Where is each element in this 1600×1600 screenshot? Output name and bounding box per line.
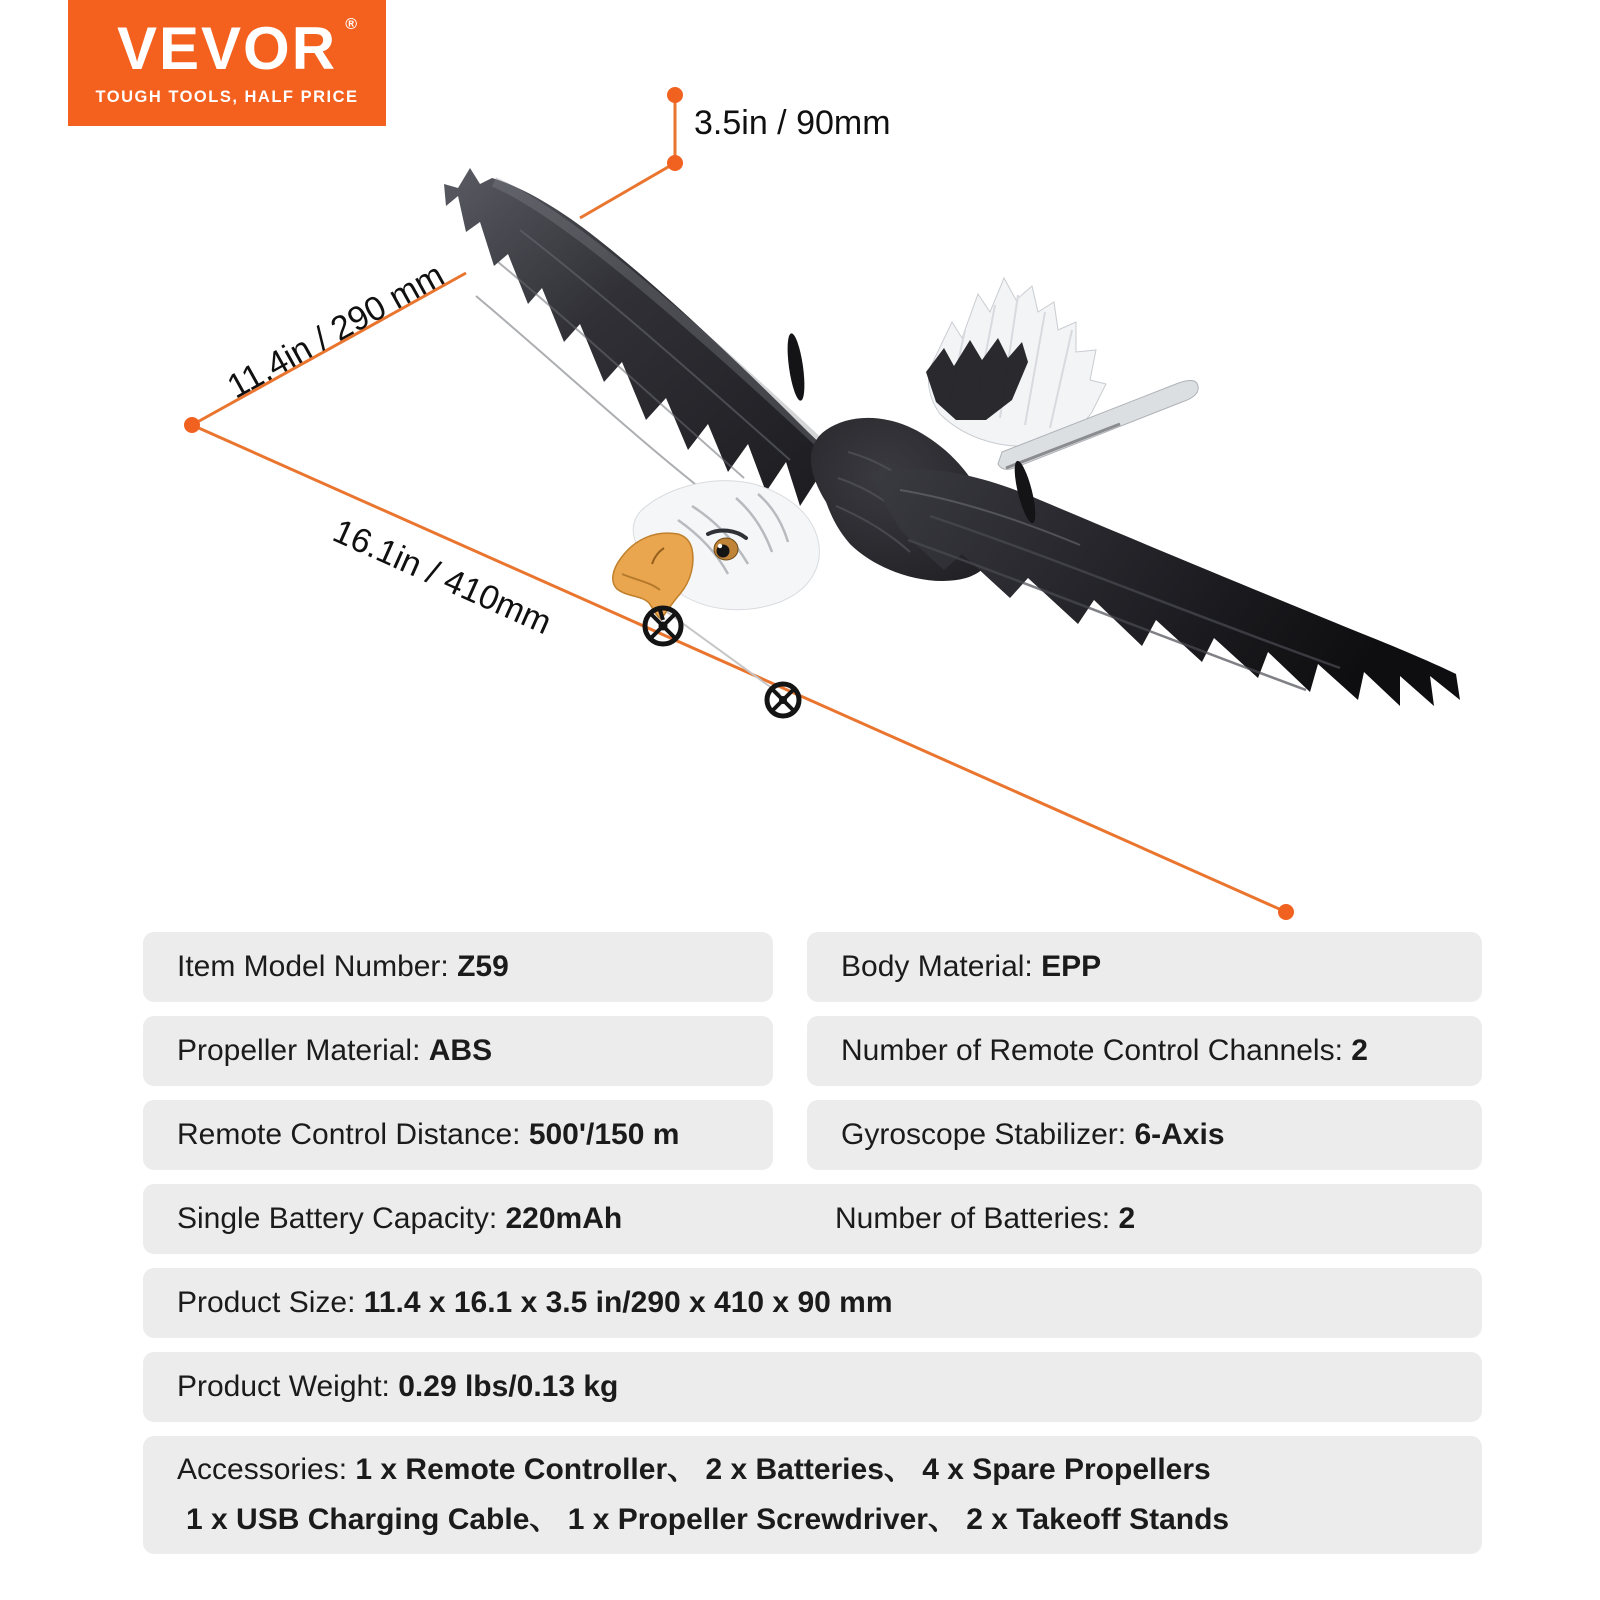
spec-pair-battery-capacity [177, 1202, 622, 1236]
spec-value: EPP [1041, 950, 1102, 983]
spec-cell-body-material [807, 932, 1482, 1002]
dimension-label-height: 3.5in / 90mm [694, 104, 891, 142]
accessories-line-2 [186, 1495, 1229, 1545]
spec-label: Number of Batteries: [835, 1202, 1119, 1235]
spec-value: 2 [1351, 1034, 1368, 1067]
spec-cell-product-size [143, 1268, 1482, 1338]
dimension-label-wingspan: 11.4in / 290 mm [221, 255, 451, 407]
accessories-line-1 [177, 1445, 1211, 1495]
spec-value: 1 x Remote Controller、 2 x Batteries、 4 x Spare Propellers [355, 1453, 1211, 1486]
spec-cell-item-model-number [143, 932, 773, 1002]
spec-row [143, 1184, 1482, 1254]
spec-row [143, 1268, 1482, 1338]
spec-cell-battery [143, 1184, 1482, 1254]
spec-label: Item Model Number: [177, 950, 458, 983]
spec-row [143, 1100, 1482, 1170]
spec-cell-propeller-material [143, 1016, 773, 1086]
spec-value: 220mAh [505, 1202, 623, 1235]
spec-cell-gyroscope [807, 1100, 1482, 1170]
spec-label: Product Size: [177, 1286, 364, 1319]
spec-value: 1 x USB Charging Cable、 1 x Propeller Screwdriver、 2 x Takeoff Stands [186, 1503, 1230, 1536]
spec-row [143, 932, 1482, 1002]
logo-brand-text: VEVOR [116, 15, 338, 82]
spec-label: Accessories: [177, 1453, 356, 1486]
spec-row [143, 1016, 1482, 1086]
spec-row [143, 1352, 1482, 1422]
spec-label: Single Battery Capacity: [177, 1202, 506, 1235]
spec-label: Gyroscope Stabilizer: [841, 1118, 1135, 1151]
spec-label: Body Material: [841, 950, 1042, 983]
spec-value: 0.29 lbs/0.13 kg [398, 1370, 619, 1403]
spec-label: Product Weight: [177, 1370, 399, 1403]
logo-tagline: TOUGH TOOLS, HALF PRICE [95, 88, 359, 106]
spec-value: Z59 [457, 950, 509, 983]
spec-value: 2 [1118, 1202, 1136, 1235]
dimension-label-length: 16.1in / 410mm [327, 512, 557, 643]
spec-cell-product-weight [143, 1352, 1482, 1422]
spec-value: 500'/150 m [528, 1118, 680, 1151]
spec-cell-accessories [143, 1436, 1482, 1554]
spec-table [143, 0, 1482, 1600]
spec-cell-remote-distance [143, 1100, 773, 1170]
spec-pair-battery-count [835, 1184, 1135, 1254]
spec-row [143, 1436, 1482, 1554]
spec-label: Propeller Material: [177, 1034, 429, 1067]
spec-label: Number of Remote Control Channels: [841, 1034, 1352, 1067]
registered-trademark-symbol: ® [345, 16, 358, 33]
spec-value: ABS [428, 1034, 493, 1067]
spec-value: 6-Axis [1134, 1118, 1225, 1151]
spec-cell-remote-channels [807, 1016, 1482, 1086]
spec-label: Remote Control Distance: [177, 1118, 529, 1151]
spec-value: 11.4 x 16.1 x 3.5 in/290 x 410 x 90 mm [363, 1286, 893, 1319]
